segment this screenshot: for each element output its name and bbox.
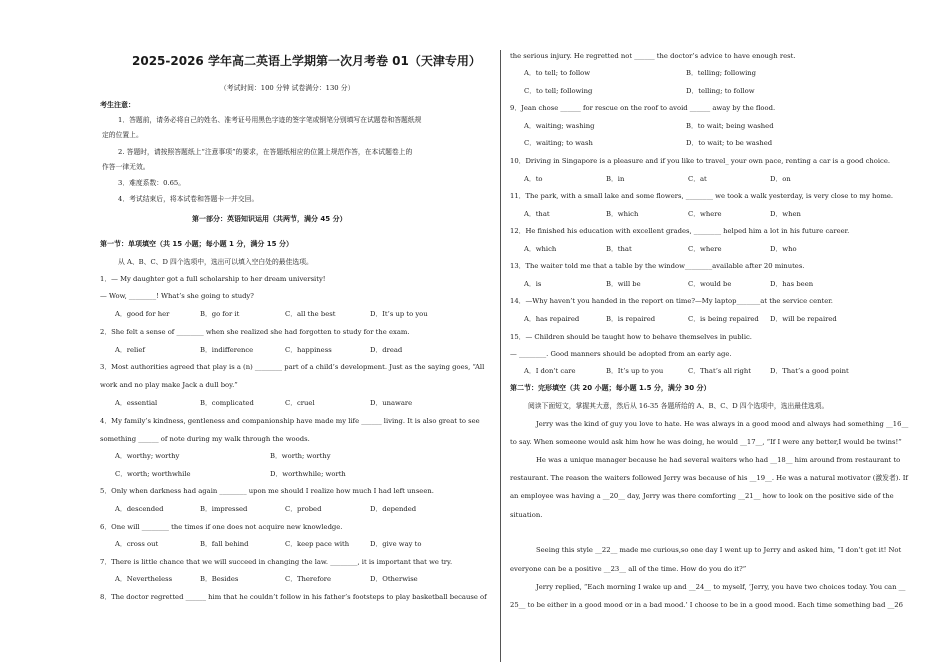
- question-12-options: [524, 245, 852, 254]
- question-9-options-row2: [524, 139, 848, 148]
- passage-line: Jerry replied, “Each morning I wake up and __24__ to myself, ‘Jerry, you have two choices today. You can __: [536, 583, 906, 591]
- question-5-options: [115, 505, 455, 514]
- question-8-options-row2: [524, 87, 848, 96]
- question-1-options: [115, 310, 455, 319]
- option-c[interactable]: C．happiness: [285, 346, 332, 354]
- option-b[interactable]: B．to wait; being washed: [686, 122, 774, 130]
- question-8-continued: the serious injury. He regretted not ______ the doctor’s advice to have enough rest.: [510, 52, 796, 60]
- question-4-options-row2: [115, 470, 425, 479]
- option-d[interactable]: D．on: [770, 175, 791, 183]
- question-3: 3．Most authorities agreed that play is a (n) ________ part of a child’s development. Just as the saying goes, “All: [100, 363, 485, 371]
- option-b[interactable]: B．telling; following: [686, 69, 757, 77]
- question-15-line2: — ________. Good manners should be adopted from an early age.: [510, 350, 732, 358]
- question-4: 4．My family’s kindness, gentleness and companionship have made my life ______ living. It is also great to see: [100, 417, 480, 425]
- section2-instruction: 阅读下面短文，掌握其大意，然后从 16-35 各题所给的 A、B、C、D 四个选项中，选出最佳选项。: [528, 402, 829, 410]
- option-c[interactable]: C．where: [688, 245, 722, 253]
- option-b[interactable]: B．It’s up to you: [606, 367, 664, 375]
- option-a[interactable]: A．descended: [115, 505, 164, 513]
- option-d[interactable]: D．who: [770, 245, 797, 253]
- notice-line: 1．答题前，请务必将自己的姓名、准考证号用黑色字迹的签字笔或钢笔分别填写在试题卷和答题纸规: [118, 116, 422, 124]
- option-c[interactable]: C．at: [688, 175, 707, 183]
- passage-line: situation.: [510, 511, 543, 519]
- column-divider: [500, 50, 501, 662]
- option-b[interactable]: B．indifference: [200, 346, 254, 354]
- option-a[interactable]: A．is: [524, 280, 542, 288]
- option-b[interactable]: B．will be: [606, 280, 641, 288]
- option-b[interactable]: B．fall behind: [200, 540, 249, 548]
- question-11-options: [524, 210, 852, 219]
- passage-line: restaurant. The reason the waiters followed Jerry was because of his __19__. He was a natural motivator (激发者). If: [510, 474, 908, 482]
- option-d[interactable]: D．has been: [770, 280, 814, 288]
- option-a[interactable]: A．cross out: [115, 540, 159, 548]
- question-15-options: [524, 367, 852, 376]
- question-6: 6．One will ________ the times if one does not acquire new knowledge.: [100, 523, 343, 531]
- option-c[interactable]: C．to tell; following: [524, 87, 593, 95]
- question-10: 10．Driving in Singapore is a pleasure and if you like to travel_ your own pace, renting a car is a good choice.: [510, 157, 891, 165]
- option-c[interactable]: C．where: [688, 210, 722, 218]
- option-a[interactable]: A．good for her: [115, 310, 170, 318]
- notice-line: 4．考试结束后，将本试卷和答题卡一并交回。: [118, 195, 259, 203]
- question-6-options: [115, 540, 455, 549]
- option-d[interactable]: D．That’s a good point: [770, 367, 849, 375]
- option-c[interactable]: C．keep pace with: [285, 540, 350, 548]
- option-a[interactable]: A．waiting; washing: [524, 122, 595, 130]
- option-a[interactable]: A．I don’t care: [524, 367, 576, 375]
- option-c[interactable]: C．waiting; to wash: [524, 139, 593, 147]
- option-d[interactable]: D．dread: [370, 346, 403, 354]
- question-13: 13．The waiter told me that a table by the window________available after 20 minutes.: [510, 262, 805, 270]
- question-3-options: [115, 399, 455, 408]
- question-7-options: [115, 575, 455, 584]
- option-c[interactable]: C．is being repaired: [688, 315, 759, 323]
- option-a[interactable]: A．to: [524, 175, 543, 183]
- question-9-options-row1: [524, 122, 848, 131]
- question-4-options-row1: [115, 452, 425, 461]
- option-d[interactable]: D．unaware: [370, 399, 413, 407]
- notice-line: 定的位置上。: [102, 131, 143, 139]
- question-1: 1．— My daughter got a full scholarship to her dream university!: [100, 275, 326, 283]
- option-d[interactable]: D．depended: [370, 505, 417, 513]
- option-b[interactable]: B．in: [606, 175, 625, 183]
- option-c[interactable]: C．Therefore: [285, 575, 332, 583]
- option-a[interactable]: A．worthy; worthy: [115, 452, 180, 460]
- question-1-line2: — Wow, ________! What’s she going to study?: [100, 292, 254, 300]
- option-a[interactable]: A．Nevertheless: [115, 575, 173, 583]
- option-d[interactable]: D．when: [770, 210, 801, 218]
- passage-line: 25__ to be either in a good mood or in a bad mood.’ I choose to be in a good mood. Each time something bad __26: [510, 601, 903, 609]
- option-c[interactable]: C．That’s all right: [688, 367, 751, 375]
- passage-line: Jerry was the kind of guy you love to hate. He was always in a good mood and always had something __16__: [536, 420, 909, 428]
- option-d[interactable]: D．telling; to follow: [686, 87, 755, 95]
- passage-line: to say. When someone would ask him how he was doing, he would __17__, “If I were any better,I would be twins!”: [510, 438, 902, 446]
- question-8: 8．The doctor regretted ______ him that he couldn’t follow in his father’s footsteps to play basketball because of: [100, 593, 487, 601]
- section1-instruction: 从 A、B、C、D 四个选项中，选出可以填入空白处的最佳选项。: [118, 258, 313, 266]
- option-c[interactable]: C．would be: [688, 280, 732, 288]
- option-d[interactable]: D．worthwhile; worth: [270, 470, 346, 478]
- option-b[interactable]: B．worth; worthy: [270, 452, 331, 460]
- option-b[interactable]: B．go for it: [200, 310, 240, 318]
- question-4-line2: something ______ of note during my walk through the woods.: [100, 435, 310, 443]
- option-b[interactable]: B．is repaired: [606, 315, 656, 323]
- exam-info: （考试时间：100 分钟 试卷满分：130 分）: [220, 84, 355, 92]
- question-5: 5．Only when darkness had again ________ upon me should I realize how much I had left unseen.: [100, 487, 434, 495]
- question-2-options: [115, 346, 455, 355]
- option-a[interactable]: A．relief: [115, 346, 145, 354]
- option-c[interactable]: C．worth; worthwhile: [115, 470, 191, 478]
- option-a[interactable]: A．has repaired: [524, 315, 580, 323]
- option-b[interactable]: B．complicated: [200, 399, 254, 407]
- question-12: 12．He finished his education with excellent grades, ________ helped him a lot in his future career.: [510, 227, 850, 235]
- passage-line: He was a unique manager because he had several waiters who had __18__ him around from restaurant to: [536, 456, 901, 464]
- option-d[interactable]: D．to wait; to be washed: [686, 139, 773, 147]
- question-8-options-row1: [524, 69, 848, 78]
- question-14-options: [524, 315, 852, 324]
- option-d[interactable]: D．It’s up to you: [370, 310, 428, 318]
- option-a[interactable]: A．that: [524, 210, 550, 218]
- option-c[interactable]: C．probed: [285, 505, 322, 513]
- section1-heading: 第一节：单项填空（共 15 小题；每小题 1 分，满分 15 分）: [100, 240, 293, 248]
- question-10-options: [524, 175, 852, 184]
- question-7: 7．There is little chance that we will succeed in changing the law. ________, it is important that we try.: [100, 558, 453, 566]
- option-c[interactable]: C．all the best: [285, 310, 336, 318]
- option-a[interactable]: A．which: [524, 245, 557, 253]
- option-b[interactable]: B．Besides: [200, 575, 239, 583]
- option-b[interactable]: B．which: [606, 210, 639, 218]
- passage-line: an employee was having a __20__ day, Jerry was there comforting __21__ how to look on the positive side of the: [510, 492, 894, 500]
- option-a[interactable]: A．essential: [115, 399, 158, 407]
- option-b[interactable]: B．that: [606, 245, 632, 253]
- notice-line: 作答一律无效。: [102, 163, 150, 171]
- option-a[interactable]: A．to tell; to follow: [524, 69, 591, 77]
- passage-line: everyone can be a positive __23__ all of the time. How do you do it?”: [510, 565, 747, 573]
- notice-heading: 考生注意：: [100, 101, 135, 109]
- part1-heading: 第一部分：英语知识运用（共两节，满分 45 分）: [192, 215, 347, 223]
- notice-line: 2. 答题时，请按照答题纸上“注意事项”的要求，在答题纸相应的位置上规范作答，在本试题卷上的: [118, 148, 413, 156]
- option-c[interactable]: C．cruel: [285, 399, 315, 407]
- question-13-options: [524, 280, 852, 289]
- option-d[interactable]: D．Otherwise: [370, 575, 418, 583]
- option-d[interactable]: D．give way to: [370, 540, 422, 548]
- option-d[interactable]: D．will be repaired: [770, 315, 837, 323]
- page-title: 2025-2026 学年高二英语上学期第一次月考卷 01（天津专用）: [132, 54, 481, 68]
- option-b[interactable]: B．impressed: [200, 505, 248, 513]
- question-14: 14．—Why haven’t you handed in the report on time?—My laptop_______at the service center.: [510, 297, 833, 305]
- question-9: 9．Jean chose ______ for rescue on the roof to avoid ______ away by the flood.: [510, 104, 776, 112]
- question-3-line2: work and no play make Jack a dull boy.”: [100, 381, 238, 389]
- section2-heading: 第二节：完形填空（共 20 小题；每小题 1.5 分，满分 30 分）: [510, 384, 711, 392]
- notice-line: 3．难度系数：0.65。: [118, 179, 186, 187]
- question-15: 15．— Children should be taught how to behave themselves in public.: [510, 333, 752, 341]
- passage-line: Seeing this style __22__ made me curious,so one day I went up to Jerry and asked him, “I don’t get it! Not: [536, 546, 902, 554]
- question-11: 11．The park, with a small lake and some flowers, ________ we took a walk yesterday, is very close to my home.: [510, 192, 894, 200]
- question-2: 2．She felt a sense of ________ when she realized she had forgotten to study for the exam.: [100, 328, 410, 336]
